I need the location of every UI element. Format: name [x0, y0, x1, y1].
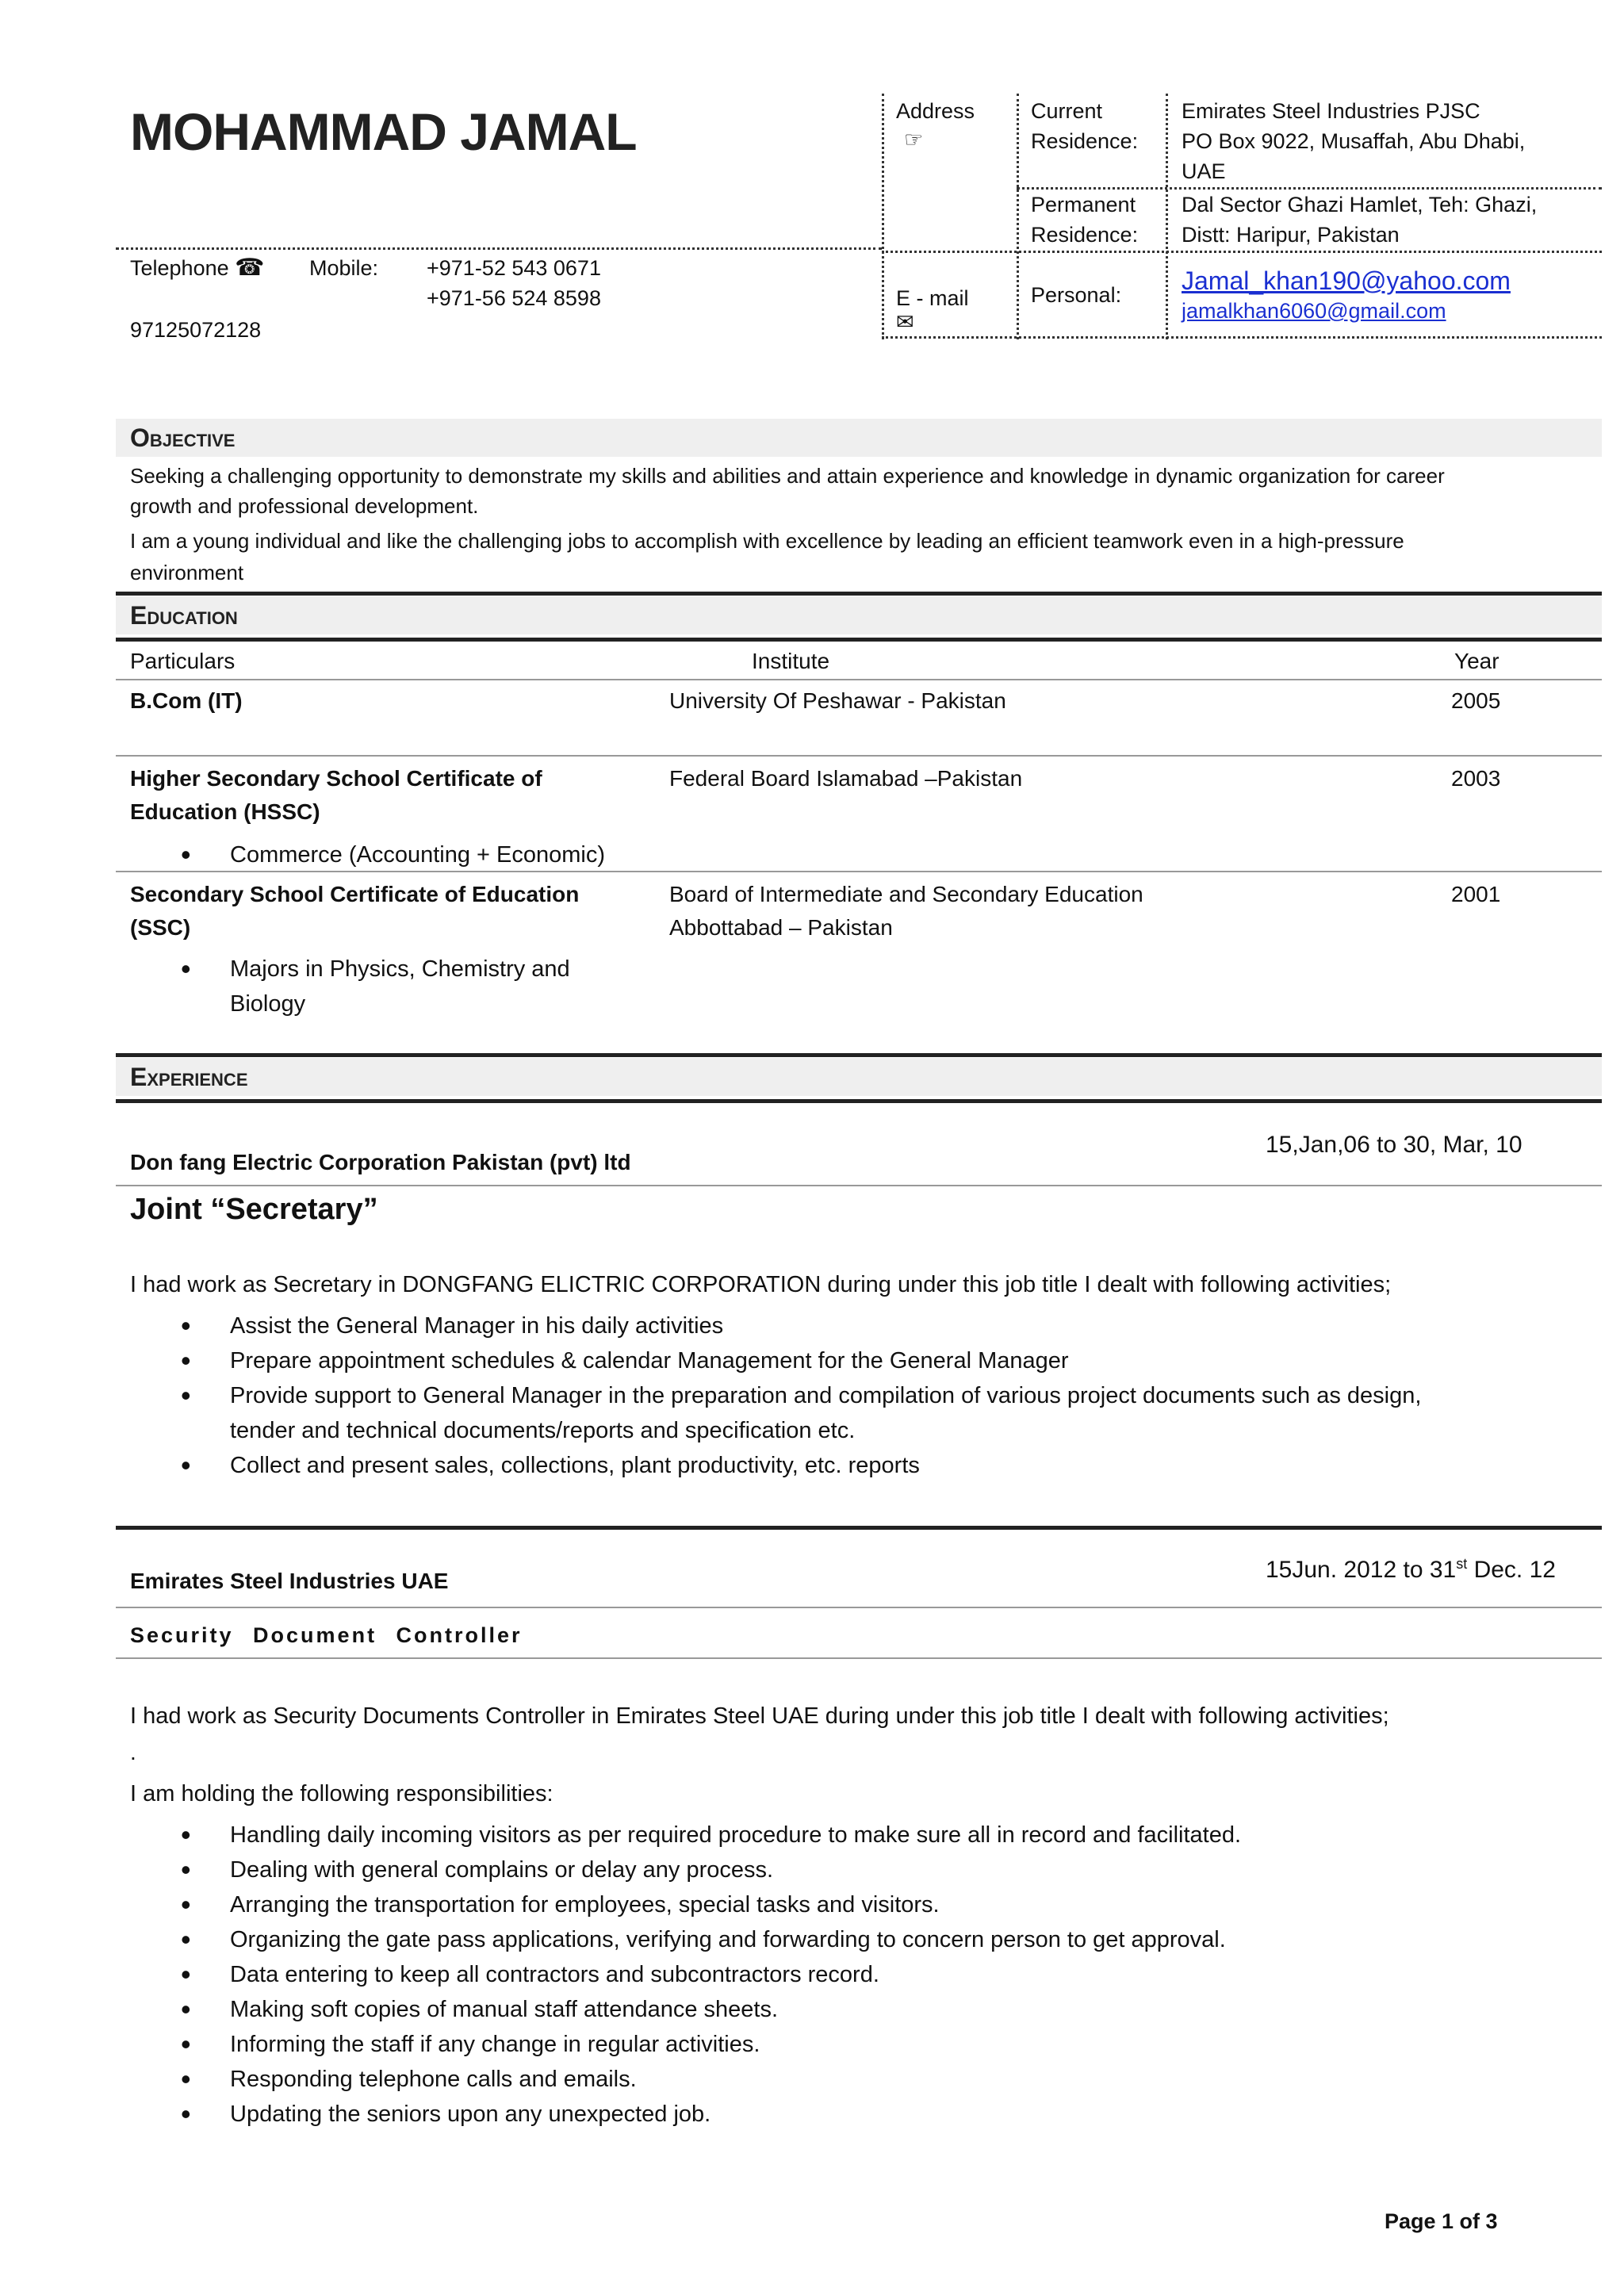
job2-top-rule [116, 1526, 1602, 1530]
mobile-label: Mobile: [309, 256, 379, 280]
education-row-rule-2 [116, 871, 1602, 872]
permanent-residence-label-2: Residence: [1031, 223, 1139, 247]
education-col-year: Year [1454, 649, 1500, 673]
current-address-line-1: Emirates Steel Industries PJSC [1182, 99, 1480, 123]
job2-bullet-8: • Responding telephone calls and emails. [230, 2062, 637, 2097]
job1-bullet-4: • Collect and present sales, collections, plant productivity, etc. reports [230, 1448, 920, 1483]
job2-bullet-1: • Handling daily incoming visitors as per required procedure to make sure all in record and facilitated. [230, 1818, 1241, 1852]
job1-bullet-1: • Assist the General Manager in his daily activities [230, 1308, 723, 1343]
header-vertical-divider [882, 94, 884, 339]
job2-intro: I had work as Security Documents Controller in Emirates Steel UAE during under this job title I dealt with following activities; [130, 1703, 1389, 1729]
job2-bullet-3: • Arranging the transportation for employees, special tasks and visitors. [230, 1887, 940, 1922]
telephone-label: Telephone ☎ [130, 252, 265, 284]
job1-bullet-2: • Prepare appointment schedules & calendar Management for the General Manager [230, 1343, 1069, 1378]
email-link-gmail[interactable]: jamalkhan6060@gmail.com [1182, 299, 1446, 323]
job1-intro: I had work as Secretary in DONGFANG ELICTRIC CORPORATION during under this job title I dealt with following activities; [130, 1272, 1392, 1297]
job2-bullet-7: • Informing the staff if any change in regular activities. [230, 2027, 760, 2062]
candidate-name: MOHAMMAD JAMAL [130, 102, 637, 161]
page-number: Page 1 of 3 [1385, 2209, 1498, 2233]
experience-top-rule [116, 1053, 1602, 1057]
job2-rule-2 [116, 1657, 1602, 1659]
job2-bullet-9: • Updating the seniors upon any unexpected job. [230, 2097, 710, 2132]
telephone-icon: ☎ [235, 255, 265, 281]
address-label: Address [896, 99, 975, 123]
job2-company: Emirates Steel Industries UAE [130, 1569, 449, 1593]
education-year-2005: 2005 [1451, 688, 1501, 713]
current-address-line-2: PO Box 9022, Musaffah, Abu Dhabi, [1182, 129, 1526, 153]
education-hssc-bullet: • Commerce (Accounting + Economic) [230, 837, 605, 872]
objective-line-4: environment [130, 561, 244, 584]
permanent-address-line-1: Dal Sector Ghazi Hamlet, Teh: Ghazi, [1182, 193, 1538, 216]
job1-bullet-3-cont: tender and technical documents/reports and specification etc. [230, 1418, 856, 1443]
experience-header-rule [116, 1099, 1602, 1103]
current-address-line-3: UAE [1182, 159, 1226, 183]
permanent-residence-label-1: Permanent [1031, 193, 1136, 216]
job2-bullet-4: • Organizing the gate pass applications, verifying and forwarding to concern person to get approval. [230, 1922, 1226, 1957]
job2-holding: I am holding the following responsibilities: [130, 1781, 553, 1806]
education-ssc-bullet-cont: Biology [230, 991, 306, 1017]
education-heading: Education [116, 596, 1602, 634]
job2-bullet-5: • Data entering to keep all contractors and subcontractors record. [230, 1957, 879, 1992]
job1-rule [116, 1185, 1602, 1186]
email-divider [882, 251, 1602, 253]
education-col-particulars: Particulars [130, 649, 236, 673]
education-degree-hssc-2: Education (HSSC) [130, 799, 320, 824]
permanent-address-line-2: Distt: Haripur, Pakistan [1182, 223, 1400, 247]
mobile-number-1: +971-52 543 0671 [427, 256, 601, 280]
education-top-rule [116, 592, 1602, 596]
education-ssc-bullet: • Majors in Physics, Chemistry and [230, 952, 570, 987]
education-year-2003: 2003 [1451, 766, 1501, 791]
email-label: E - mail [896, 286, 969, 310]
header-divider [116, 247, 882, 250]
address-column-divider [1017, 94, 1019, 339]
education-degree-ssc-1: Secondary School Certificate of Education [130, 882, 580, 906]
education-degree-hssc-1: Higher Secondary School Certificate of [130, 766, 542, 791]
telephone-number: 97125072128 [130, 318, 262, 342]
job1-title: Joint “Secretary” [130, 1193, 378, 1226]
email-icon: ✉ [896, 310, 914, 334]
job1-bullet-3: • Provide support to General Manager in the preparation and compilation of various project documents such as design, [230, 1378, 1421, 1413]
personal-email-label: Personal: [1031, 283, 1122, 307]
address-value-divider [1166, 94, 1168, 339]
education-col-rule [116, 679, 1602, 680]
education-row-rule-1 [116, 755, 1602, 757]
job2-dates: 15Jun. 2012 to 31st Dec. 12 [1266, 1556, 1556, 1583]
job1-company: Don fang Electric Corporation Pakistan (pvt) ltd [130, 1150, 631, 1174]
education-institute-board-1: Board of Intermediate and Secondary Education [669, 882, 1143, 906]
current-residence-label-1: Current [1031, 99, 1103, 123]
job1-dates: 15,Jan,06 to 30, Mar, 10 [1266, 1132, 1522, 1158]
job2-dot: . [130, 1740, 136, 1764]
header-bottom-divider [882, 336, 1602, 339]
job2-rule-1 [116, 1607, 1602, 1608]
objective-line-2: growth and professional development. [130, 494, 479, 518]
education-col-institute: Institute [752, 649, 830, 673]
mobile-number-2: +971-56 524 8598 [427, 286, 601, 310]
education-institute-federal: Federal Board Islamabad –Pakistan [669, 766, 1023, 791]
objective-line-3: I am a young individual and like the challenging jobs to accomplish with excellence by leading an efficient teamwork even in a high-pressure [130, 529, 1404, 553]
objective-line-1: Seeking a challenging opportunity to demonstrate my skills and abilities and attain experience and knowledge in dynamic organization for career [130, 464, 1445, 488]
education-institute-board-2: Abbottabad – Pakistan [669, 915, 893, 940]
education-year-2001: 2001 [1451, 882, 1501, 906]
education-degree-ssc-2: (SSC) [130, 915, 191, 940]
experience-heading: Experience [116, 1058, 1602, 1096]
job2-bullet-2: • Dealing with general complains or delay any process. [230, 1852, 773, 1887]
current-residence-label-2: Residence: [1031, 129, 1139, 153]
objective-heading: Objective [116, 419, 1602, 457]
job2-bullet-6: • Making soft copies of manual staff attendance sheets. [230, 1992, 778, 2027]
email-link-yahoo[interactable]: Jamal_khan190@yahoo.com [1182, 266, 1511, 295]
education-institute-peshawar: University Of Peshawar - Pakistan [669, 688, 1006, 713]
education-header-rule [116, 638, 1602, 642]
job2-title: Security Document Controller [130, 1623, 523, 1647]
address-icon: ☞ [904, 128, 924, 151]
education-degree-bcom: B.Com (IT) [130, 688, 243, 713]
